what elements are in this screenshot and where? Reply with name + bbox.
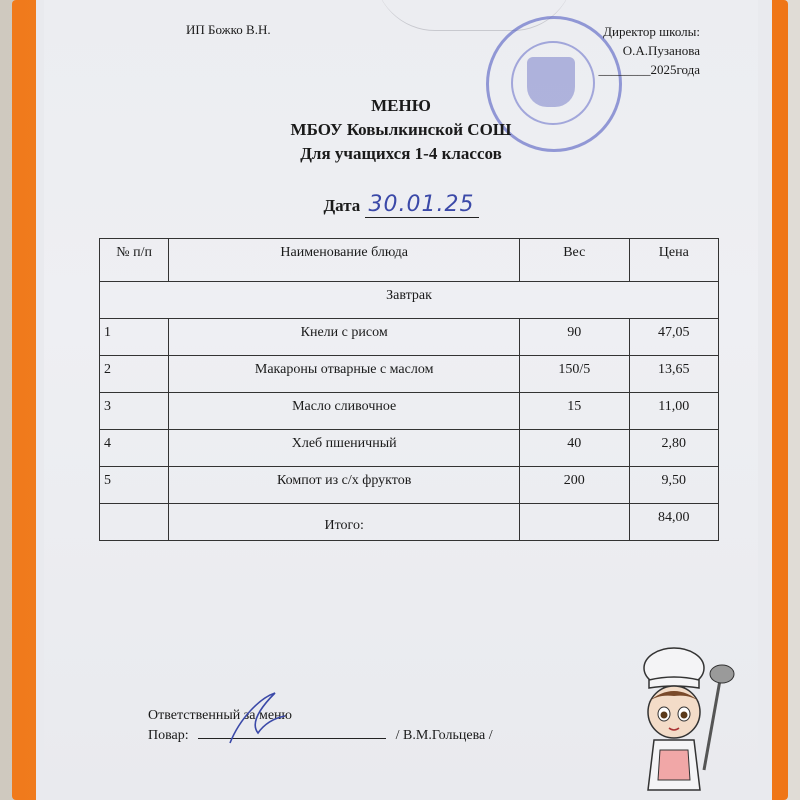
table-row <box>100 430 719 467</box>
approval-title: Директор школы: <box>603 24 700 39</box>
row-weight: 150/5 <box>520 356 630 393</box>
row-weight: 15 <box>520 393 630 430</box>
total-row <box>100 504 719 541</box>
date-line <box>44 192 758 217</box>
row-name: Кнели с рисом <box>169 319 520 356</box>
row-name: Масло сливочное <box>169 393 520 430</box>
menu-title: МЕНЮ <box>371 96 431 115</box>
date-label: Дата <box>323 196 361 215</box>
row-num: 5 <box>100 467 169 504</box>
header-num: № п/п <box>100 239 169 282</box>
row-price: 47,05 <box>629 319 718 356</box>
table-row <box>100 467 719 504</box>
table-row <box>100 319 719 356</box>
header-price: Цена <box>629 239 718 282</box>
row-weight: 200 <box>520 467 630 504</box>
school-title: МБОУ Ковылкинской СОШ <box>290 120 512 139</box>
table-row <box>100 393 719 430</box>
signature-block <box>148 706 493 746</box>
row-name: Макароны отварные с маслом <box>169 356 520 393</box>
row-price: 11,00 <box>629 393 718 430</box>
total-weight-cell <box>520 504 630 541</box>
approval-name: О.А.Пузанова <box>622 43 700 58</box>
row-price: 9,50 <box>629 467 718 504</box>
cook-name: / В.М.Гольцева / <box>395 728 493 743</box>
handwritten-signature <box>220 688 290 748</box>
cook-line <box>148 726 493 746</box>
row-num: 1 <box>100 319 169 356</box>
approval-year: ________2025года <box>598 62 700 77</box>
table-header-row <box>100 239 719 282</box>
header-name: Наименование блюда <box>169 239 520 282</box>
row-num: 2 <box>100 356 169 393</box>
chef-girl-illustration <box>624 640 744 800</box>
table-row <box>100 356 719 393</box>
row-price: 2,80 <box>629 430 718 467</box>
row-weight: 40 <box>520 430 630 467</box>
row-name: Хлеб пшеничный <box>169 430 520 467</box>
grade-title: Для учащихся 1-4 классов <box>300 144 502 163</box>
section-breakfast: Завтрак <box>100 282 719 319</box>
row-num: 4 <box>100 430 169 467</box>
total-value: 84,00 <box>629 504 718 541</box>
header-weight: Вес <box>520 239 630 282</box>
cook-label: Повар: <box>148 728 189 743</box>
row-name: Компот из с/х фруктов <box>169 467 520 504</box>
row-weight: 90 <box>520 319 630 356</box>
responsible-label: Ответственный за меню <box>148 708 292 723</box>
row-price: 13,65 <box>629 356 718 393</box>
total-empty-cell <box>100 504 169 541</box>
supplier-name: ИП Божко В.Н. <box>186 22 271 37</box>
menu-sheet <box>44 0 758 800</box>
date-value: 30.01.25 <box>365 192 479 218</box>
menu-table <box>99 238 719 541</box>
row-num: 3 <box>100 393 169 430</box>
section-row <box>100 282 719 319</box>
total-label: Итого: <box>169 504 520 541</box>
